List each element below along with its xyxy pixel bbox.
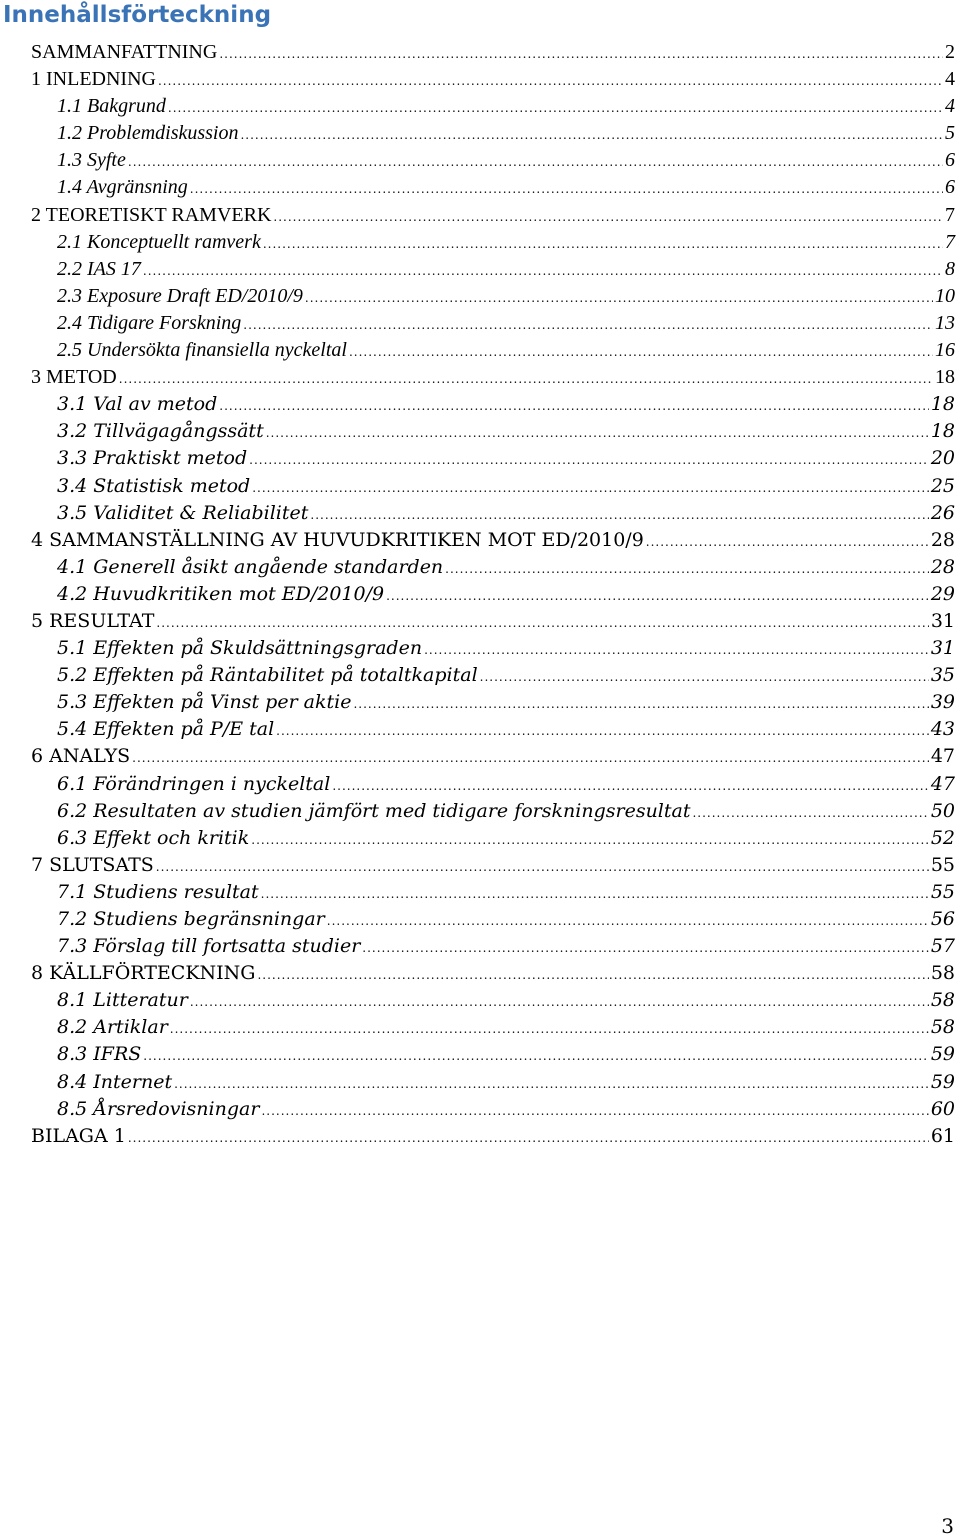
- toc-entry-page: 58: [930, 989, 955, 1012]
- toc-entry-label: 3.3 Praktiskt metod: [57, 447, 248, 470]
- toc-entry-label: 4.2 Huvudkritiken mot ED/2010/9: [57, 582, 385, 605]
- dot-leader: [332, 773, 928, 800]
- toc-entry[interactable]: [31, 500, 955, 527]
- toc-entry[interactable]: [31, 1123, 955, 1150]
- toc-entry-label: 8.5 Årsredovisningar: [57, 1097, 260, 1120]
- toc-entry[interactable]: [31, 852, 955, 879]
- toc-entry-label: 8.2 Artiklar: [57, 1016, 168, 1039]
- dot-leader: [219, 393, 929, 420]
- toc-entry[interactable]: [31, 554, 955, 581]
- toc-entry-page: 18: [935, 366, 955, 389]
- toc-entry-label: 3.1 Val av metod: [57, 393, 218, 416]
- toc-entry[interactable]: [31, 364, 955, 391]
- toc-entry[interactable]: [31, 743, 955, 770]
- toc-entry-label: 3.4 Statistisk metod: [57, 474, 251, 497]
- toc-entry[interactable]: [31, 771, 955, 798]
- toc-entry[interactable]: [31, 689, 955, 716]
- dot-leader: [349, 339, 933, 366]
- dot-leader: [156, 854, 929, 881]
- toc-entry-page: 59: [930, 1070, 955, 1093]
- toc-entry-page: 16: [935, 339, 955, 362]
- dot-leader: [692, 800, 928, 827]
- toc-entry-page: 39: [930, 691, 955, 714]
- toc-entry[interactable]: [31, 93, 955, 120]
- dot-leader: [132, 745, 929, 772]
- toc-entry[interactable]: [31, 174, 955, 201]
- toc-entry-label: 7.1 Studiens resultat: [57, 880, 259, 903]
- toc-entry-label: 1 INLEDNING: [31, 68, 156, 91]
- toc-entry-page: 31: [930, 637, 955, 660]
- toc-entry-label: 8.4 Internet: [57, 1070, 173, 1093]
- dot-leader: [273, 204, 943, 231]
- dot-leader: [261, 881, 929, 908]
- toc-entry-label: 1.4 Avgränsning: [57, 176, 188, 199]
- toc-entry-page: 28: [930, 555, 955, 578]
- dot-leader: [190, 989, 929, 1016]
- toc-entry-page: 55: [930, 880, 955, 903]
- toc-entry-page: 18: [930, 420, 955, 443]
- toc-entry-label: 5 RESULTAT: [31, 609, 155, 632]
- toc-entry[interactable]: [31, 635, 955, 662]
- toc-entry[interactable]: [31, 581, 955, 608]
- toc-entry[interactable]: [31, 716, 955, 743]
- toc-entry-label: 7 SLUTSATS: [31, 853, 154, 876]
- dot-leader: [156, 610, 928, 637]
- toc-entry[interactable]: [31, 310, 955, 337]
- toc-entry[interactable]: [31, 229, 955, 256]
- toc-entry-page: 35: [930, 664, 955, 687]
- toc-entry[interactable]: [31, 1069, 955, 1096]
- toc-entry-page: 29: [930, 582, 955, 605]
- toc-entry-page: 60: [930, 1097, 955, 1120]
- toc-entry-page: 43: [930, 718, 955, 741]
- toc-entry[interactable]: [31, 1041, 955, 1068]
- toc-entry-label: 3 METOD: [31, 366, 117, 389]
- dot-leader: [261, 1098, 928, 1125]
- dot-leader: [249, 447, 929, 474]
- toc-entry[interactable]: [31, 906, 955, 933]
- dot-leader: [480, 664, 929, 691]
- toc-entry-page: 57: [930, 935, 955, 958]
- toc-entry-page: 58: [930, 962, 955, 985]
- toc-entry-label: 1.1 Bakgrund: [57, 95, 166, 118]
- toc-entry-label: 8.1 Litteratur: [57, 989, 188, 1012]
- toc-entry-page: 50: [930, 799, 955, 822]
- toc-entry[interactable]: [31, 66, 955, 93]
- toc-entry-page: 4: [945, 68, 955, 91]
- dot-leader: [327, 908, 929, 935]
- dot-leader: [251, 827, 929, 854]
- dot-leader: [266, 420, 929, 447]
- toc-entry-label: 6 ANALYS: [31, 745, 131, 768]
- toc-entry-page: 20: [930, 447, 955, 470]
- toc-entry-page: 13: [935, 311, 955, 334]
- toc-entry[interactable]: [31, 39, 955, 66]
- toc-entry-label: 7.2 Studiens begränsningar: [57, 908, 325, 930]
- dot-leader: [128, 1125, 929, 1152]
- toc-entry[interactable]: [31, 256, 955, 283]
- toc-entry-label: 8 KÄLLFÖRTECKNING: [31, 962, 256, 985]
- toc-entry-label: SAMMANFATTNING: [31, 41, 218, 63]
- toc-entry-label: 3.2 Tillvägagångssätt: [57, 420, 264, 443]
- toc-entry-page: 10: [935, 284, 955, 307]
- toc-entry-label: 1.2 Problemdiskussion: [57, 122, 239, 145]
- toc-entry-label: BILAGA 1: [31, 1124, 126, 1147]
- toc-title: Innehållsförteckning: [3, 2, 272, 28]
- toc-entry-label: 2.5 Undersökta finansiella nyckeltal: [57, 339, 347, 362]
- toc-entry-page: 61: [930, 1124, 955, 1147]
- toc-entry-page: 31: [930, 609, 955, 632]
- dot-leader: [276, 718, 929, 745]
- toc-entry-label: 1.3 Syfte: [57, 149, 126, 172]
- toc-entry[interactable]: [31, 202, 955, 229]
- toc-entry[interactable]: [31, 147, 955, 174]
- dot-leader: [143, 258, 943, 285]
- toc-entry-page: 56: [930, 908, 955, 930]
- toc-entry[interactable]: [31, 662, 955, 689]
- toc-entry[interactable]: [31, 1096, 955, 1123]
- dot-leader: [143, 1043, 929, 1070]
- toc-entry-page: 2: [945, 41, 955, 63]
- toc-entry[interactable]: [31, 283, 955, 310]
- toc-entry-page: 8: [945, 257, 955, 280]
- toc-entry[interactable]: [31, 418, 955, 445]
- toc-entry-label: 3.5 Validitet & Reliabilitet: [57, 501, 309, 524]
- toc-entry-page: 26: [930, 501, 955, 524]
- toc-entry-page: 47: [930, 772, 955, 795]
- toc-entry[interactable]: [31, 960, 955, 987]
- toc-entry-page: 6: [945, 149, 955, 172]
- toc-entry-label: 5.4 Effekten på P/E tal: [57, 718, 275, 741]
- toc-entry-page: 47: [930, 745, 955, 768]
- dot-leader: [190, 176, 943, 203]
- toc-entry-page: 4: [945, 95, 955, 118]
- toc-entry-page: 7: [945, 230, 955, 253]
- toc-entry-page: 28: [930, 528, 955, 551]
- dot-leader: [168, 95, 943, 122]
- toc-entry[interactable]: [31, 527, 955, 554]
- dot-leader: [174, 1071, 929, 1098]
- toc-entry-label: 5.2 Effekten på Räntabilitet på totaltkapital: [57, 664, 478, 687]
- dot-leader: [243, 312, 933, 339]
- toc-entry-page: 59: [930, 1043, 955, 1066]
- toc-entry-label: 6.2 Resultaten av studien jämfört med tidigare forskningsresultat: [57, 799, 691, 822]
- toc-entry-label: 6.3 Effekt och kritik: [57, 826, 250, 849]
- toc-entry-label: 2 TEORETISKT RAMVERK: [31, 203, 272, 226]
- toc-entry[interactable]: [31, 445, 955, 472]
- table-of-contents: [31, 39, 955, 1150]
- toc-entry-label: 8.3 IFRS: [57, 1043, 142, 1066]
- toc-entry-page: 6: [945, 176, 955, 199]
- dot-leader: [362, 935, 929, 962]
- dot-leader: [170, 1016, 929, 1043]
- toc-entry-label: 2.1 Konceptuellt ramverk: [57, 230, 261, 253]
- toc-entry-page: 25: [930, 474, 955, 497]
- dot-leader: [240, 122, 943, 149]
- toc-entry[interactable]: [31, 391, 955, 418]
- toc-entry-label: 2.3 Exposure Draft ED/2010/9: [57, 284, 303, 307]
- dot-leader: [263, 231, 943, 258]
- dot-leader: [305, 285, 933, 312]
- toc-entry-label: 2.2 IAS 17: [57, 257, 141, 280]
- toc-entry-page: 55: [930, 853, 955, 876]
- toc-entry-label: 4.1 Generell åsikt angående standarden: [57, 555, 444, 578]
- toc-entry[interactable]: [31, 879, 955, 906]
- toc-entry[interactable]: [31, 120, 955, 147]
- toc-entry-label: 6.1 Förändringen i nyckeltal: [57, 772, 331, 795]
- toc-entry[interactable]: [31, 933, 955, 960]
- dot-leader: [353, 691, 928, 718]
- toc-entry-label: 4 SAMMANSTÄLLNING AV HUVUDKRITIKEN MOT ED/2010/9: [31, 528, 644, 551]
- toc-entry[interactable]: [31, 608, 955, 635]
- dot-leader: [252, 475, 929, 502]
- dot-leader: [119, 366, 933, 393]
- toc-entry[interactable]: [31, 987, 955, 1014]
- dot-leader: [257, 962, 928, 989]
- dot-leader: [424, 637, 929, 664]
- dot-leader: [386, 583, 929, 610]
- toc-entry-page: 18: [930, 393, 955, 416]
- dot-leader: [128, 149, 943, 176]
- dot-leader: [310, 502, 928, 529]
- toc-entry-page: 7: [945, 203, 955, 226]
- toc-entry[interactable]: [31, 798, 955, 825]
- toc-entry-page: 58: [930, 1016, 955, 1039]
- toc-entry-label: 5.1 Effekten på Skuldsättningsgraden: [57, 637, 423, 660]
- toc-entry-label: 2.4 Tidigare Forskning: [57, 311, 242, 334]
- dot-leader: [646, 529, 929, 556]
- toc-entry-page: 5: [945, 122, 955, 145]
- toc-entry[interactable]: [31, 825, 955, 852]
- toc-entry-page: 52: [930, 826, 955, 849]
- toc-entry-label: 7.3 Förslag till fortsatta studier: [57, 935, 361, 958]
- toc-entry[interactable]: [31, 473, 955, 500]
- toc-entry-label: 5.3 Effekten på Vinst per aktie: [57, 691, 352, 714]
- toc-entry[interactable]: [31, 337, 955, 364]
- dot-leader: [445, 556, 929, 583]
- toc-entry[interactable]: [31, 1014, 955, 1041]
- page-number: 3: [941, 1514, 954, 1538]
- dot-leader: [158, 68, 943, 95]
- dot-leader: [219, 41, 943, 68]
